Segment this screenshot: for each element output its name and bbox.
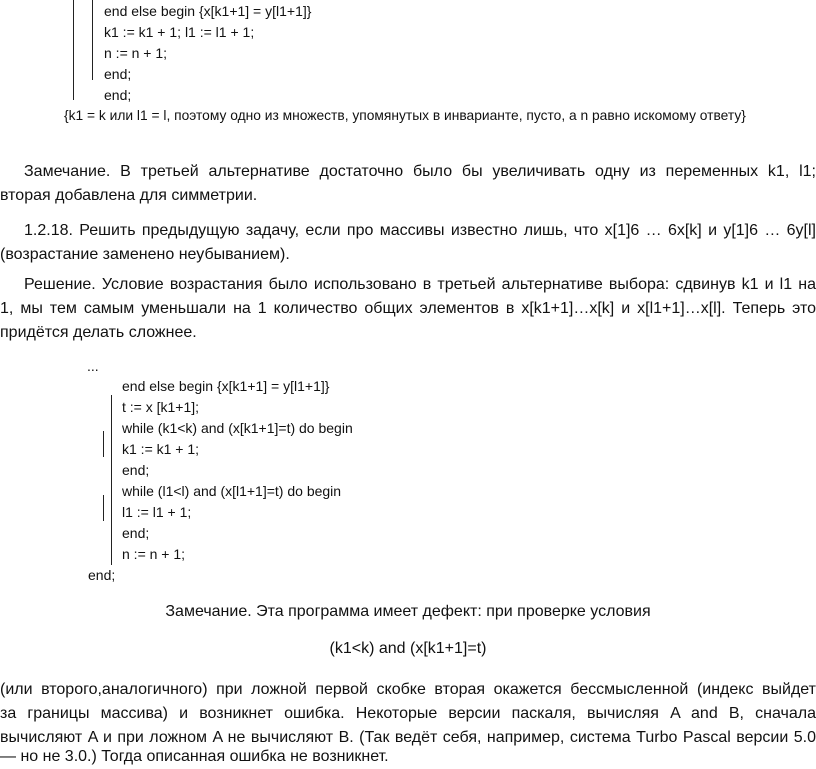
code-indent-bar-outer (73, 0, 74, 100)
remark-line: вычисляют A и при ложном A не вычисляют B. (Так ведёт себя, например, система Turbo Pascal версии 5.0 (0, 729, 816, 746)
code-indent-bar-inner (92, 0, 93, 80)
task-line: (возрастание заменено неубыванием). (0, 246, 290, 263)
code-line: k1 := k1 + 1; l1 := l1 + 1; (104, 24, 255, 40)
code-line: end; (122, 462, 150, 478)
remark-line: — но не 3.0.) Тогда описанная ошибка не возникнет. (0, 748, 389, 765)
code-line: while (l1<l) and (x[l1+1]=t) do begin (122, 483, 342, 499)
code-line: end else begin {x[k1+1] = y[l1+1]} (122, 378, 330, 394)
code-line: l1 := l1 + 1; (122, 504, 192, 520)
code-comment: {k1 = k или l1 = l, поэтому одно из множеств, упомянутых в инварианте, пусто, а n равно искомому ответу} (64, 108, 746, 123)
remark-line: вторая добавлена для симметрии. (0, 187, 258, 204)
solution-line: 1, мы тем самым уменьшали на 1 количество общих элементов в x[k1+1]…x[k] и x[l1+1]…x[l]. Теперь это (0, 300, 816, 317)
solution-line: Решение. Условие возрастания было использовано в третьей альтернативе выбора: сдвинув k1 и l1 на (24, 276, 816, 293)
code-line: end; (122, 525, 150, 541)
code-line: end else begin {x[k1+1] = y[l1+1]} (104, 3, 312, 19)
code-line: k1 := k1 + 1; (122, 441, 200, 457)
code-line: while (k1<k) and (x[k1+1]=t) do begin (122, 420, 353, 436)
code-line: t := x [k1+1]; (122, 399, 200, 415)
code-indent-bar-inner (103, 495, 104, 521)
code-line: end; (104, 87, 132, 103)
code-line: n := n + 1; (122, 546, 186, 562)
remark-heading: Замечание. Эта программа имеет дефект: при проверке условия (165, 603, 651, 620)
code-ellipsis: ... (87, 358, 99, 374)
code-line: end; (104, 66, 132, 82)
code-line: n := n + 1; (104, 45, 168, 61)
code-indent-bar-inner (103, 431, 104, 457)
solution-line: придётся делать сложнее. (0, 324, 197, 341)
remark-line: Замечание. В третьей альтернативе достаточно было бы увеличивать одну из переменных k1, l1; (24, 163, 816, 180)
remark-line: (или второго,аналогичного) при ложной первой скобке вторая окажется бессмысленной (индекс выйдет (0, 681, 816, 698)
code-indent-bar-outer (111, 395, 112, 565)
code-line: end; (88, 567, 116, 583)
remark-line: за границы массива) и возникнет ошибка. Некоторые версии паскаля, вычисляя A and B, сначала (0, 705, 816, 722)
condition-expression: (k1<k) and (x[k1+1]=t) (329, 640, 487, 657)
task-line: 1.2.18. Решить предыдущую задачу, если про массивы известно лишь, что x[1]6 … 6x[k] и y[1]6 … 6y[l] (24, 222, 816, 239)
